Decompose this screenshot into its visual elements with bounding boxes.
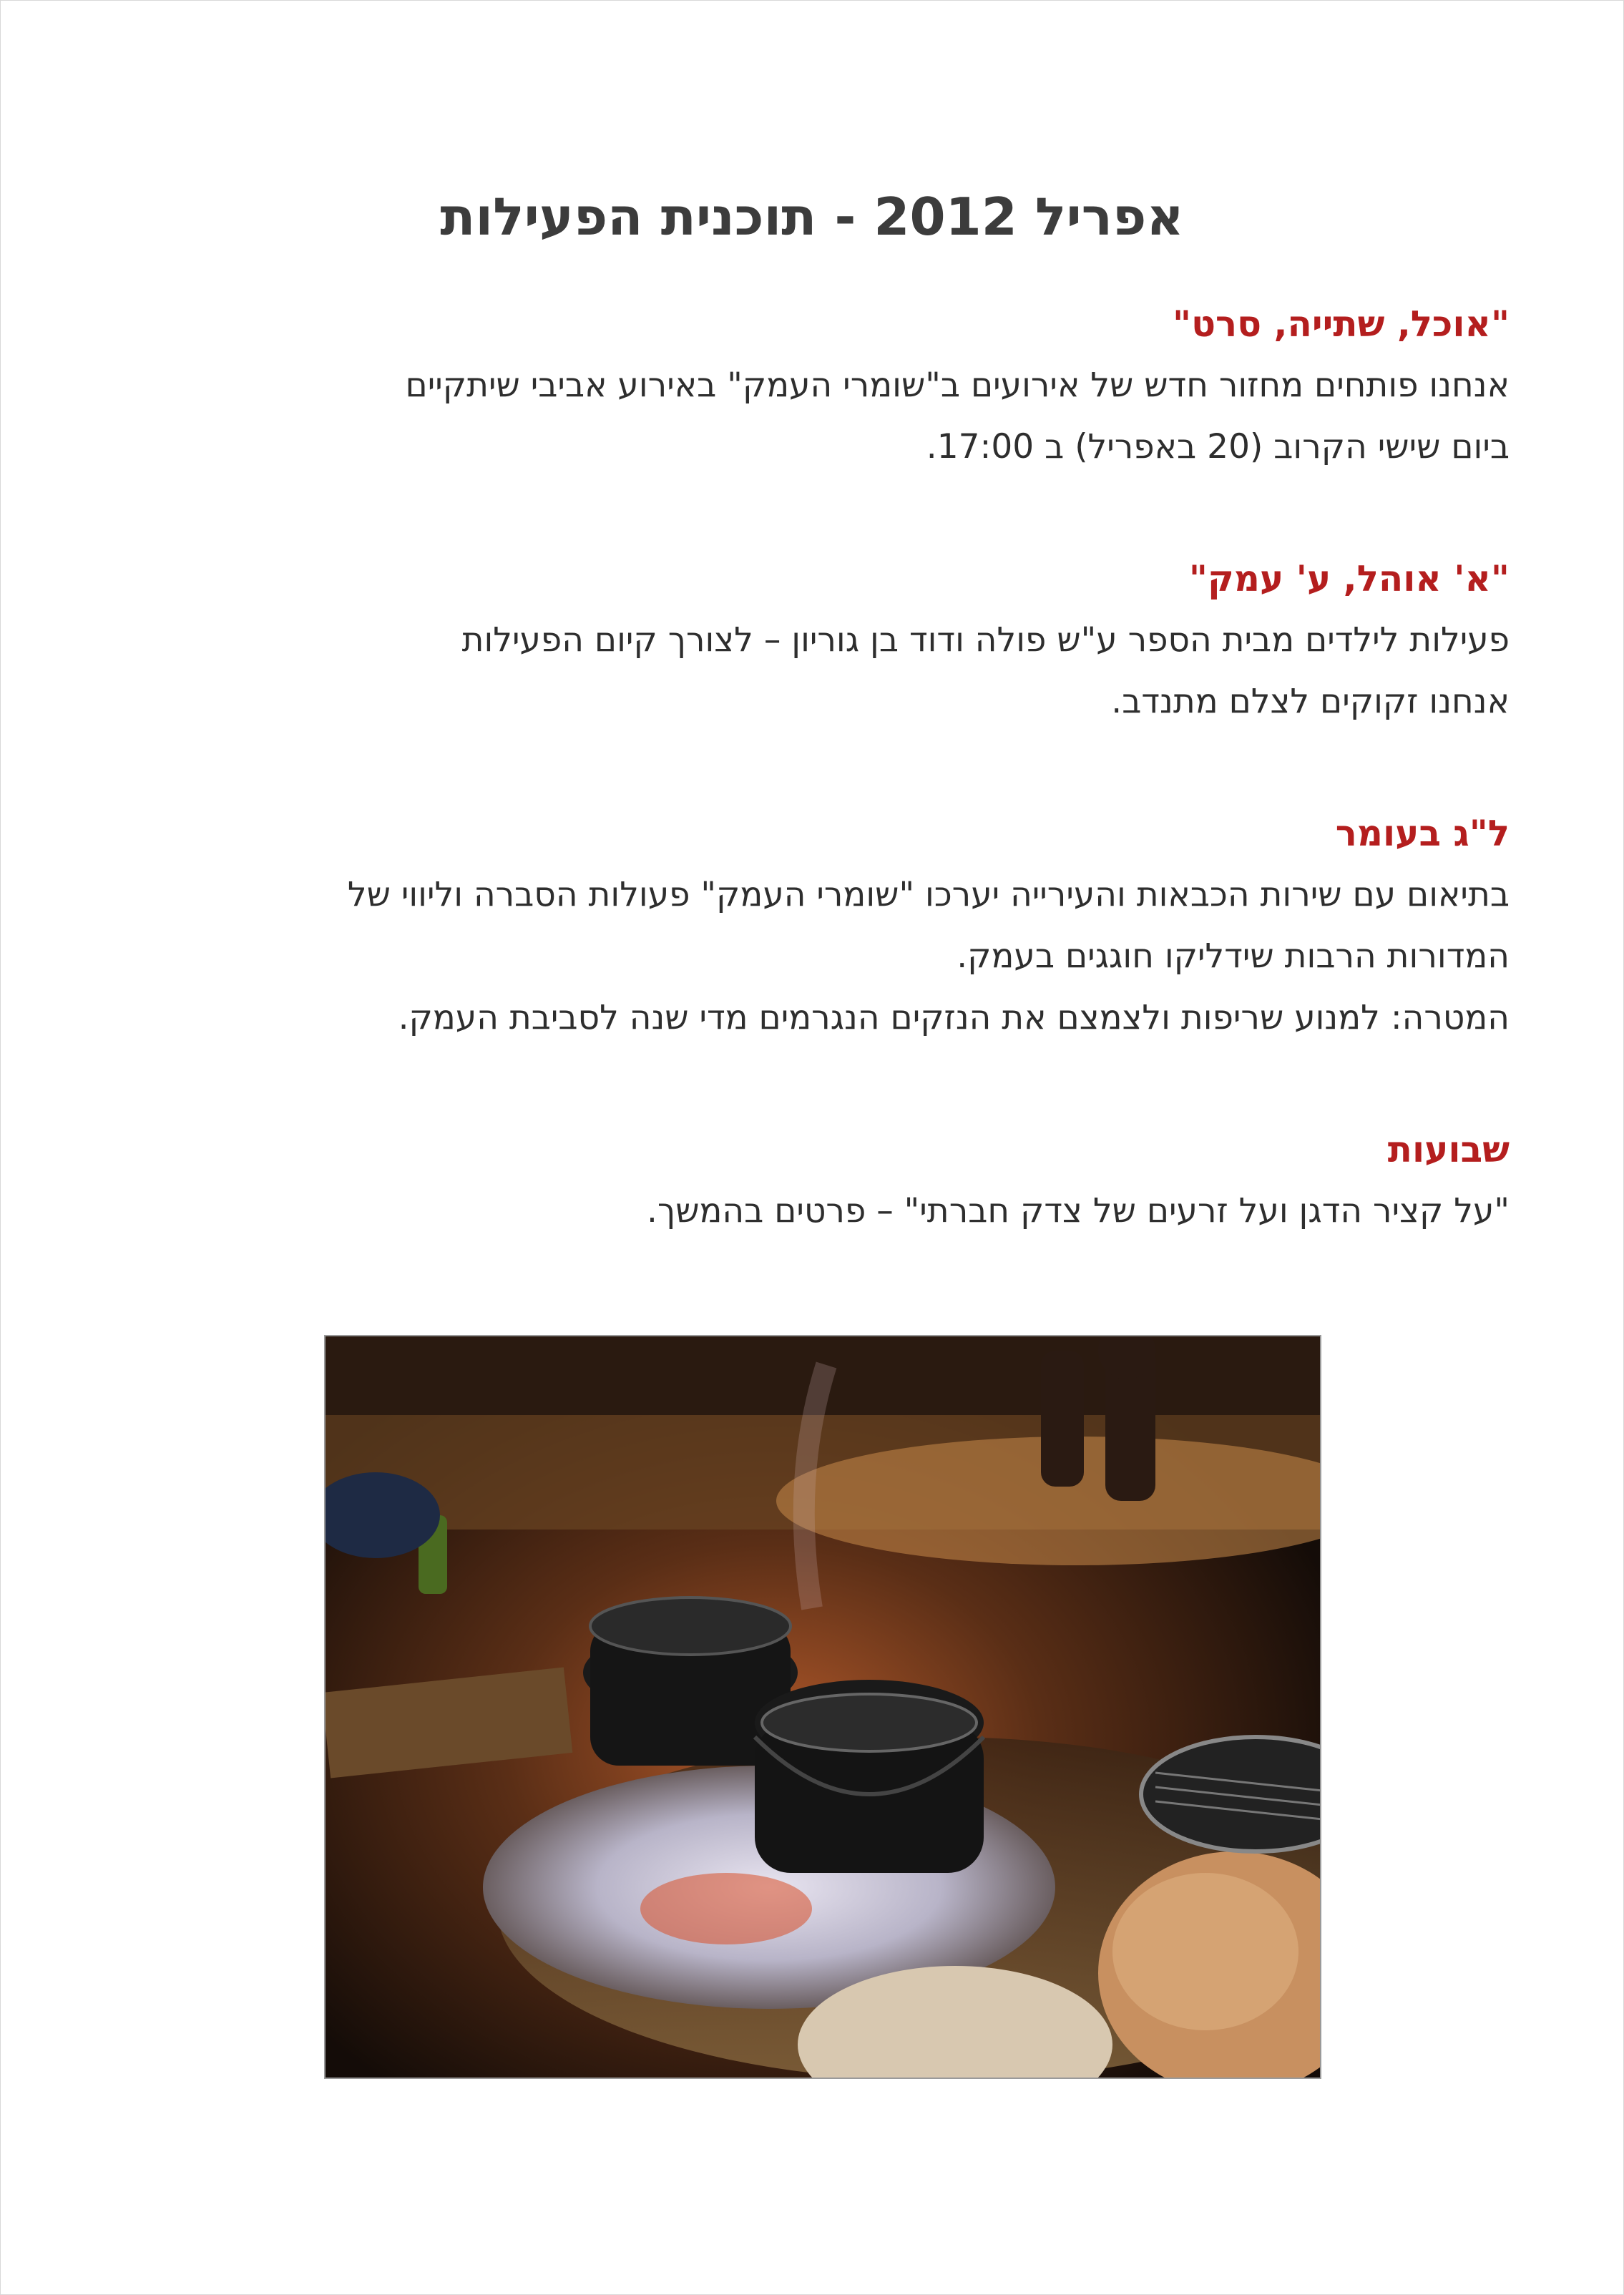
- section-heading: שבועות: [1387, 1129, 1510, 1170]
- campfire-photo-illustration: [326, 1336, 1320, 2078]
- section-text-line: בתיאום עם שירות הכבאות והעירייה יערכו "שומרי העמק" פעולות הסברה וליווי של: [347, 875, 1510, 914]
- section-text-line: ביום שישי הקרוב (20 באפריל) ב 17:00.: [926, 427, 1510, 466]
- section-text-line: פעילות לילדים מבית הספר ע"ש פולה ודוד בן גוריון – לצורך קיום הפעילות: [461, 620, 1510, 660]
- section-heading: "אוכל, שתייה, סרט": [1173, 303, 1510, 345]
- section-text-line: המדורות הרבות שידליקו חוגגים בעמק.: [957, 936, 1510, 976]
- section-text-line: "על קציר הדגן ועל זרעים של צדק חברתי" – פרטים בהמשך.: [647, 1191, 1510, 1230]
- campfire-photo: [324, 1335, 1321, 2079]
- section-lag-baomer: [165, 803, 1510, 1049]
- section-heading: ל"ג בעומר: [1335, 813, 1510, 854]
- section-tent-valley: [165, 548, 1510, 733]
- section-text-line: אנחנו זקוקים לצלם מתנדב.: [1111, 682, 1510, 721]
- section-shavuot: [165, 1119, 1510, 1242]
- section-food-drink-movie: [165, 293, 1510, 478]
- page-title: אפריל 2012 - תוכנית הפעילות: [440, 187, 1184, 248]
- document-content: [165, 293, 1510, 1312]
- section-heading: "א' אוהל, ע' עמק": [1188, 558, 1510, 600]
- section-text-line: המטרה: למנוע שריפות ולצמצם את הנזקים הנגרמים מדי שנה לסביבת העמק.: [398, 998, 1510, 1037]
- section-text-line: אנחנו פותחים מחזור חדש של אירועים ב"שומרי העמק" באירוע אביבי שיתקיים: [405, 366, 1510, 405]
